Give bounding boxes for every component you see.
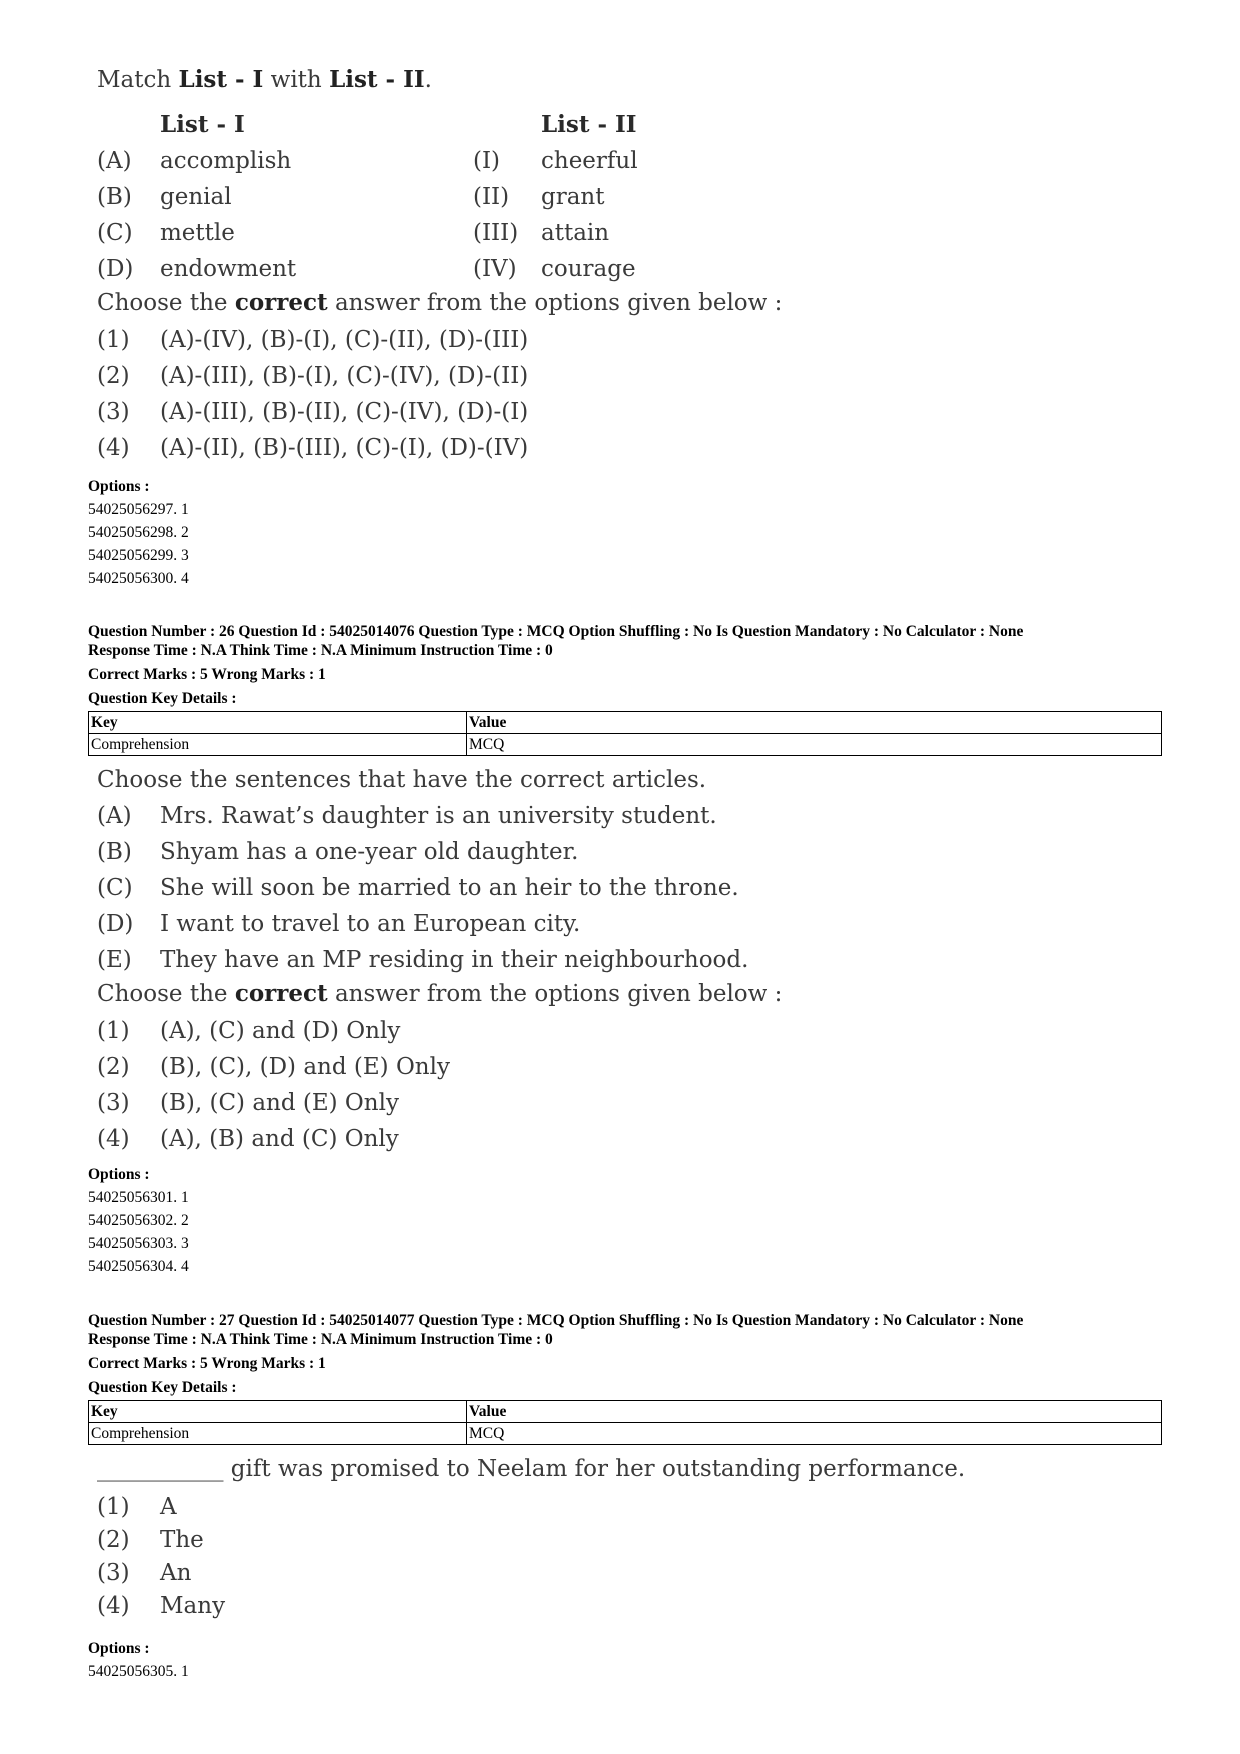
option-id: 54025056305. 1	[88, 1663, 189, 1680]
q26-marks: Correct Marks : 5 Wrong Marks : 1	[88, 666, 326, 683]
option-id: 54025056300. 4	[88, 570, 189, 587]
q26-statement: (A) Mrs. Rawat’s daughter is an university student.	[97, 803, 717, 829]
q25-pair-row: (C) mettle (III) attain	[97, 220, 610, 246]
options-label: Options :	[88, 478, 150, 495]
q26-meta-line1: Question Number : 26 Question Id : 54025014076 Question Type : MCQ Option Shuffling : No Is Question Mandatory : No Calculator : None	[88, 623, 1024, 640]
q25-pair-row: (A) accomplish (I) cheerful	[97, 148, 638, 174]
q26-key-details-label: Question Key Details :	[88, 690, 237, 707]
q26-choose-instruction: Choose the correct answer from the options given below :	[97, 980, 783, 1007]
answer-blank: ___________	[97, 1456, 224, 1482]
q27-meta-line1: Question Number : 27 Question Id : 54025014077 Question Type : MCQ Option Shuffling : No Is Question Mandatory : No Calculator : None	[88, 1312, 1024, 1329]
q26-meta-line2: Response Time : N.A Think Time : N.A Minimum Instruction Time : 0	[88, 642, 553, 659]
q27-options-list	[88, 1637, 189, 1683]
option-id: 54025056301. 1	[88, 1189, 189, 1206]
q25-list-headers	[97, 107, 797, 143]
q25-answer-option: (1) (A)-(IV), (B)-(I), (C)-(II), (D)-(III)	[97, 327, 529, 353]
q27-key-details-label: Question Key Details :	[88, 1379, 237, 1396]
q25-answer-option: (3) (A)-(III), (B)-(II), (C)-(IV), (D)-(I)	[97, 399, 529, 425]
options-label: Options :	[88, 1166, 150, 1183]
q26-prompt: Choose the sentences that have the correct articles.	[97, 767, 707, 793]
q25-choose-instruction: Choose the correct answer from the options given below :	[97, 289, 783, 316]
option-id: 54025056304. 4	[88, 1258, 189, 1275]
q27-answer-option: (4) Many	[97, 1593, 226, 1619]
value-header: Value	[467, 712, 1162, 734]
key-header: Key	[89, 1401, 467, 1423]
option-id: 54025056299. 3	[88, 547, 189, 564]
q27-answer-option: (1) A	[97, 1494, 177, 1520]
option-id: 54025056302. 2	[88, 1212, 189, 1229]
q27-key-table	[88, 1400, 1162, 1445]
value-cell: MCQ	[467, 734, 1162, 756]
option-id: 54025056298. 2	[88, 524, 189, 541]
q26-key-table	[88, 711, 1162, 756]
q27-answer-option: (3) An	[97, 1560, 192, 1586]
q25-answer-option: (2) (A)-(III), (B)-(I), (C)-(IV), (D)-(II)	[97, 363, 529, 389]
q26-statement: (E) They have an MP residing in their neighbourhood.	[97, 947, 749, 973]
q25-answer-option: (4) (A)-(II), (B)-(III), (C)-(I), (D)-(IV)	[97, 435, 529, 461]
q27-marks: Correct Marks : 5 Wrong Marks : 1	[88, 1355, 326, 1372]
list1-header: List - I	[160, 111, 245, 138]
value-cell: MCQ	[467, 1423, 1162, 1445]
q26-answer-option: (1) (A), (C) and (D) Only	[97, 1018, 401, 1044]
q25-instruction: Match List - I with List - II.	[97, 66, 432, 93]
q27-meta-line2: Response Time : N.A Think Time : N.A Minimum Instruction Time : 0	[88, 1331, 553, 1348]
q26-answer-option: (2) (B), (C), (D) and (E) Only	[97, 1054, 450, 1080]
option-id: 54025056303. 3	[88, 1235, 189, 1252]
value-header: Value	[467, 1401, 1162, 1423]
q25-pair-row: (B) genial (II) grant	[97, 184, 605, 210]
q26-statement: (C) She will soon be married to an heir to the throne.	[97, 875, 739, 901]
q26-answer-option: (3) (B), (C) and (E) Only	[97, 1090, 399, 1116]
q26-options-list	[88, 1163, 189, 1278]
option-id: 54025056297. 1	[88, 501, 189, 518]
q25-options-list	[88, 475, 189, 590]
q27-answer-option: (2) The	[97, 1527, 204, 1553]
key-cell: Comprehension	[89, 734, 467, 756]
list2-header: List - II	[541, 111, 637, 138]
q27-prompt: ___________ gift was promised to Neelam for her outstanding performance.	[97, 1456, 966, 1482]
q26-statement: (D) I want to travel to an European city.	[97, 911, 581, 937]
key-cell: Comprehension	[89, 1423, 467, 1445]
q25-pair-row: (D) endowment (IV) courage	[97, 256, 636, 282]
options-label: Options :	[88, 1640, 150, 1657]
q26-answer-option: (4) (A), (B) and (C) Only	[97, 1126, 399, 1152]
key-header: Key	[89, 712, 467, 734]
q26-statement: (B) Shyam has a one-year old daughter.	[97, 839, 579, 865]
